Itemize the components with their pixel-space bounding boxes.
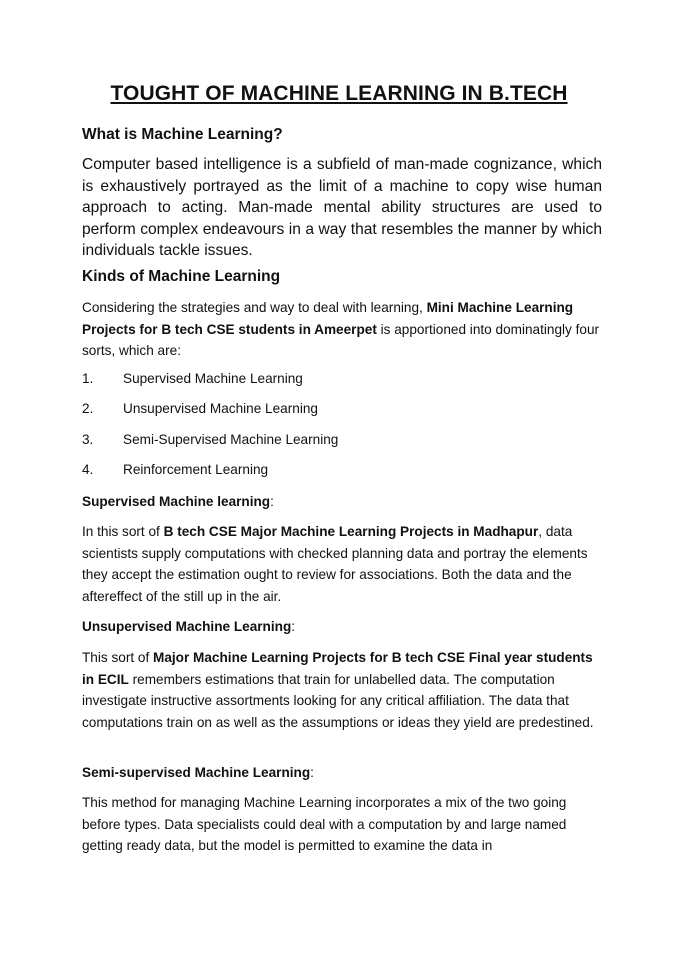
- unsupervised-heading-label: Unsupervised Machine Learning: [82, 619, 292, 634]
- list-item-number: 4.: [82, 461, 94, 477]
- unsupervised-text-1: This sort of: [82, 650, 154, 665]
- kinds-heading: Kinds of Machine Learning: [82, 268, 281, 285]
- supervised-bold: B tech CSE Major Machine Learning Projects in Madhapur: [163, 524, 539, 539]
- supervised-body: [82, 521, 602, 607]
- list-item: [82, 462, 602, 492]
- list-item: [82, 371, 602, 401]
- list-item: [82, 432, 602, 462]
- supervised-heading-colon: :: [270, 494, 274, 509]
- unsupervised-heading: [82, 619, 295, 634]
- what-is-body: Computer based intelligence is a subfield of man-made cognizance, which is exhaustively portrayed as the limit of a machine to copy wise human approach to acting. Man-made mental ability structures are used to perform complex endeavours in a way that resembles the manner by which individuals tackle issues.: [82, 156, 602, 260]
- list-item-label: Reinforcement Learning: [123, 461, 269, 477]
- list-item: [82, 401, 602, 431]
- kinds-list: [82, 371, 602, 492]
- kinds-intro-text-2: is apportioned into dominatingly four sorts, which are:: [82, 321, 600, 359]
- semi-supervised-body: This method for managing Machine Learning incorporates a mix of the two going before types. Data specialists could deal with a computation by and large named getting ready data, but the model is permitted to examine the data in: [82, 795, 567, 854]
- list-item-label: Supervised Machine Learning: [123, 371, 303, 386]
- list-item-label: Unsupervised Machine Learning: [123, 401, 318, 417]
- unsupervised-body: [82, 647, 602, 733]
- list-item-number: 2.: [82, 401, 94, 417]
- supervised-heading: [82, 494, 274, 509]
- list-item-number: 3.: [82, 431, 94, 447]
- semi-supervised-heading-label: Semi-supervised Machine Learning: [82, 765, 311, 780]
- supervised-heading-label: Supervised Machine learning: [82, 494, 271, 509]
- list-item-number: 1.: [82, 371, 94, 386]
- semi-supervised-heading: [82, 765, 314, 780]
- kinds-intro: [82, 297, 602, 362]
- kinds-intro-text-1: Considering the strategies and way to deal with learning,: [82, 300, 427, 315]
- unsupervised-bold: Major Machine Learning Projects for B tech CSE Final year students in ECIL: [82, 650, 593, 687]
- supervised-text-1: In this sort of: [82, 524, 164, 539]
- kinds-intro-bold: Mini Machine Learning Projects for B tech CSE students in Ameerpet: [82, 300, 574, 337]
- what-is-heading: What is Machine Learning?: [82, 126, 283, 143]
- unsupervised-text-2: remembers estimations that train for unlabelled data. The computation investigate instructive assortments looking for any critical affiliation. The data that computations train on as well as the assumptions or ideas they yield are predestined.: [82, 671, 594, 730]
- list-item-label: Semi-Supervised Machine Learning: [123, 431, 339, 447]
- unsupervised-heading-colon: :: [291, 619, 296, 634]
- supervised-text-2: , data scientists supply computations with checked planning data and portray the elements they accept the estimation ought to review for associations. Both the data and the aftereffect of the still up in the air.: [82, 524, 588, 604]
- semi-supervised-heading-colon: :: [310, 765, 314, 780]
- page-title: TOUGHT OF MACHINE LEARNING IN B.TECH: [110, 82, 568, 105]
